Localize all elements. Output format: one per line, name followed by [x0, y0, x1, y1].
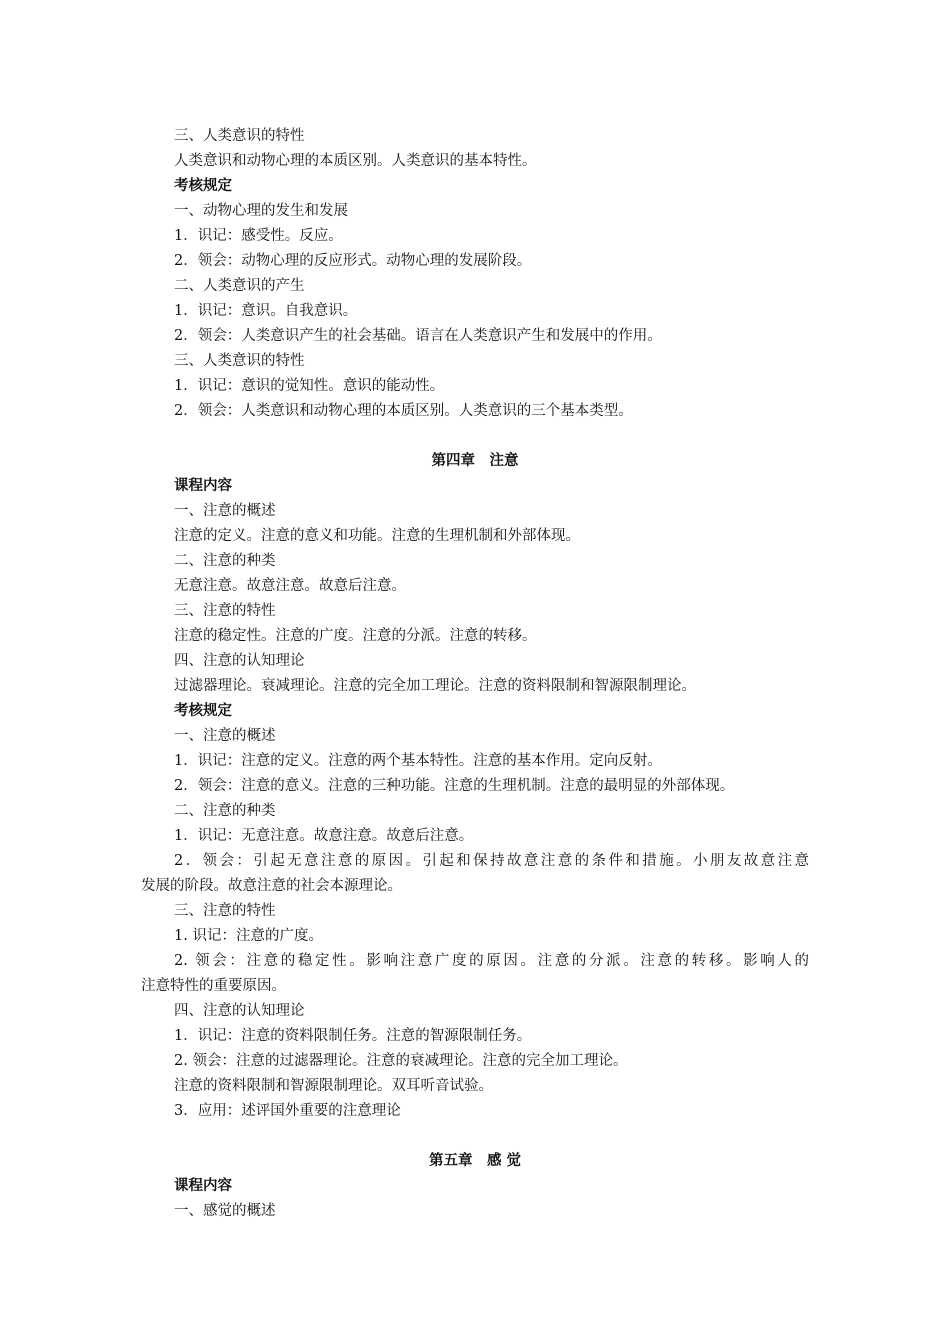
list-item: 2．领会：注意的意义。注意的三种功能。注意的生理机制。注意的最明显的外部体现。: [174, 778, 735, 794]
section-heading: 一、注意的概述: [174, 728, 276, 744]
list-item: 1．识记：注意的资料限制任务。注意的智源限制任务。: [174, 1028, 532, 1044]
section-heading: 三、注意的特性: [174, 603, 276, 619]
list-item: 1．识记：意识。自我意识。: [174, 303, 358, 319]
chapter-title: 第五章 感 觉: [428, 1152, 522, 1169]
section-heading: 三、人类意识的特性: [174, 353, 305, 369]
paragraph: 注意的资料限制和智源限制理论。双耳听音试验。: [174, 1078, 493, 1094]
list-item: 2．领会：引起无意注意的原因。引起和保持故意注意的条件和措施。小朋友故意注意: [174, 853, 809, 869]
subsection-title: 考核规定: [174, 702, 232, 719]
section-heading: 四、注意的认知理论: [174, 1003, 305, 1019]
section-heading: 二、注意的种类: [174, 553, 276, 569]
subsection-title: 课程内容: [174, 1177, 232, 1194]
paragraph: 注意的稳定性。注意的广度。注意的分派。注意的转移。: [174, 628, 537, 644]
list-item: 1. 识记：注意的广度。: [174, 928, 323, 944]
paragraph: 注意的定义。注意的意义和功能。注意的生理机制和外部体现。: [174, 528, 580, 544]
subsection-title: 课程内容: [174, 477, 232, 494]
list-item: 1．识记：无意注意。故意注意。故意后注意。: [174, 828, 474, 844]
list-item-continuation: 发展的阶段。故意注意的社会本源理论。: [141, 878, 402, 894]
list-item: 2．领会：人类意识和动物心理的本质区别。人类意识的三个基本类型。: [174, 403, 633, 419]
section-heading: 四、注意的认知理论: [174, 653, 305, 669]
list-item: 1．识记：意识的觉知性。意识的能动性。: [174, 378, 445, 394]
section-heading: 一、注意的概述: [174, 503, 276, 519]
chapter-title: 第四章 注意: [431, 452, 519, 469]
paragraph: 无意注意。故意注意。故意后注意。: [174, 578, 406, 594]
paragraph: 过滤器理论。衰减理论。注意的完全加工理论。注意的资料限制和智源限制理论。: [174, 678, 696, 694]
list-item: 2．领会：动物心理的反应形式。动物心理的发展阶段。: [174, 253, 532, 269]
subsection-title: 考核规定: [174, 177, 232, 194]
paragraph: 人类意识和动物心理的本质区别。人类意识的基本特性。: [174, 153, 537, 169]
list-item: 2. 领会：注意的过滤器理论。注意的衰减理论。注意的完全加工理论。: [174, 1053, 628, 1069]
section-heading: 一、感觉的概述: [174, 1203, 276, 1219]
list-item: 2. 领会：注意的稳定性。影响注意广度的原因。注意的分派。注意的转移。影响人的: [174, 953, 809, 969]
section-heading: 三、人类意识的特性: [174, 128, 305, 144]
list-item: 2．领会：人类意识产生的社会基础。语言在人类意识产生和发展中的作用。: [174, 328, 662, 344]
list-item: 1．识记：感受性。反应。: [174, 228, 343, 244]
list-item-continuation: 注意特性的重要原因。: [141, 978, 286, 994]
list-item: 3．应用：述评国外重要的注意理论: [174, 1103, 401, 1119]
section-heading: 一、动物心理的发生和发展: [174, 203, 348, 219]
list-item: 1．识记：注意的定义。注意的两个基本特性。注意的基本作用。定向反射。: [174, 753, 662, 769]
section-heading: 二、人类意识的产生: [174, 278, 305, 294]
section-heading: 三、注意的特性: [174, 903, 276, 919]
section-heading: 二、注意的种类: [174, 803, 276, 819]
